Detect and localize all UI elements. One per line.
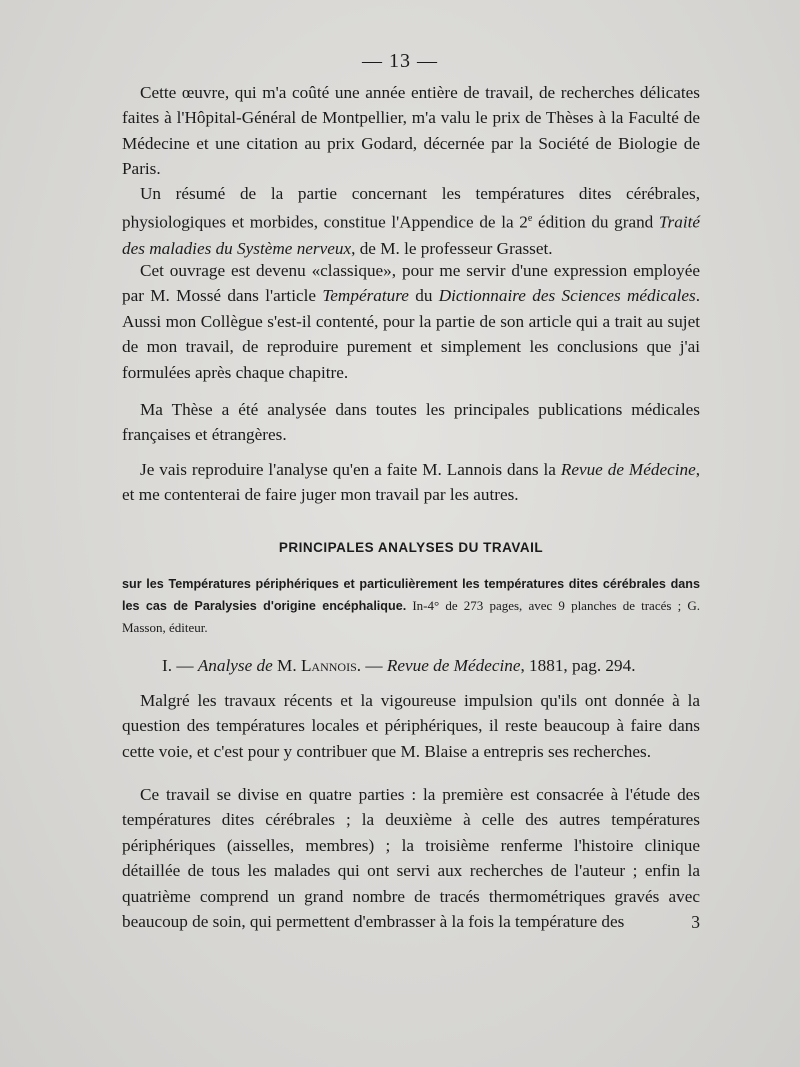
analysis-m: M. [272,656,301,675]
analysis-title [162,656,702,676]
section-heading: PRINCIPALES ANALYSES DU TRAVAIL [278,540,544,555]
subheading-title: sur les Températures périphériques et particulièrement les températures dites cérébrales dans les cas de Paralysies d'origine encéphalique. [122,577,700,613]
paragraph-6-text: Malgré les travaux récents et la vigoureuse impulsion qu'ils ont donnée à la question des températures locales et périphériques, il reste beaucoup à faire dans cette voie, et c'est pour y contribuer que M. Blaise a entrepris ses recherches. [122,691,700,761]
paragraph-2-book-title: Traité des maladies du Système nerveux [122,213,700,258]
paragraph-4-text: Ma Thèse a été analysée dans toutes les principales publications médicales françaises et étrangères. [122,400,700,445]
paragraph-3-article-title: Température [322,286,409,306]
paragraph-1-text: Cette œuvre, qui m'a coûté une année entière de travail, de recherches délicates faites à l'Hôpital-Général de Montpellier, m'a valu le prix de Thèses à la Faculté de Médecine et une citation au prix Godard, décernée par la Société de Biologie de Paris. [122,83,700,179]
paragraph-5-journal-title: Revue de Médecine [560,460,696,479]
analysis-journal: Revue de Médecine [386,656,521,675]
analysis-label: Analyse de [197,656,273,675]
paragraph-5-text-a: Je vais reproduire l'analyse qu'en a faite M. Lannois dans la [140,460,561,479]
edition-superscript: e [527,213,533,225]
paragraph-2-text-c: , de M. le professeur Grasset. [351,238,553,258]
paragraph-6 [122,688,700,764]
paragraph-3-text-c: . Aussi mon Collègue s'est-il contenté, pour la partie de son article qui a trait au sujet de mon travail, de reproduire purement et simplement les conclusions que j'ai formulées après chaque chapitre. [122,286,700,382]
paragraph-3 [122,258,700,385]
paragraph-3-text-b: du [408,286,439,306]
analysis-reference: , 1881, pag. 294. [520,656,636,675]
analysis-dash: . — [356,656,387,675]
section-subheading [122,573,700,638]
paragraph-2-text-a: Un résumé de la partie concernant les températures dites cérébrales, physiologiques et morbides, constitue l'Appendice de la 2 [122,184,700,233]
analysis-author: Lannois [300,656,357,675]
page-folio: — 13 — [362,50,438,72]
paragraph-5-text-b: , et me contenterai de faire juger mon travail par les autres. [122,460,700,505]
subheading-publication-info: In-4° de 273 pages, avec 9 planches de tracés ; G. Masson, éditeur. [122,598,700,635]
analysis-numeral: I. — [162,656,198,675]
paragraph-7-text: Ce travail se divise en quatre parties : la première est consacrée à l'étude des températures dites cérébrales ; la deuxième à celle des autres températures périphériques (aisselles, membres) ; la troisième renferme l'histoire clinique détaillée de tous les malades qui ont servi aux recherches de l'auteur ; enfin la quatrième comprend un grand nombre de tracés thermométriques gravés avec beaucoup de soin, qui permettent d'embrasser à la fois la température des [122,785,700,932]
paragraph-3-text-a: Cet ouvrage est devenu «classique», pour me servir d'une expression employée par M. Mossé dans l'article [122,261,700,306]
paragraph-4 [122,397,700,448]
paragraph-5 [122,457,700,508]
signature-number: 3 [691,912,700,932]
paragraph-1 [122,80,700,182]
paragraph-7 [122,782,700,934]
paragraph-2 [122,181,700,261]
paragraph-3-dictionary-title: Dictionnaire des Sciences médicales [438,286,696,306]
paragraph-2-text-b: édition du grand [532,213,659,233]
